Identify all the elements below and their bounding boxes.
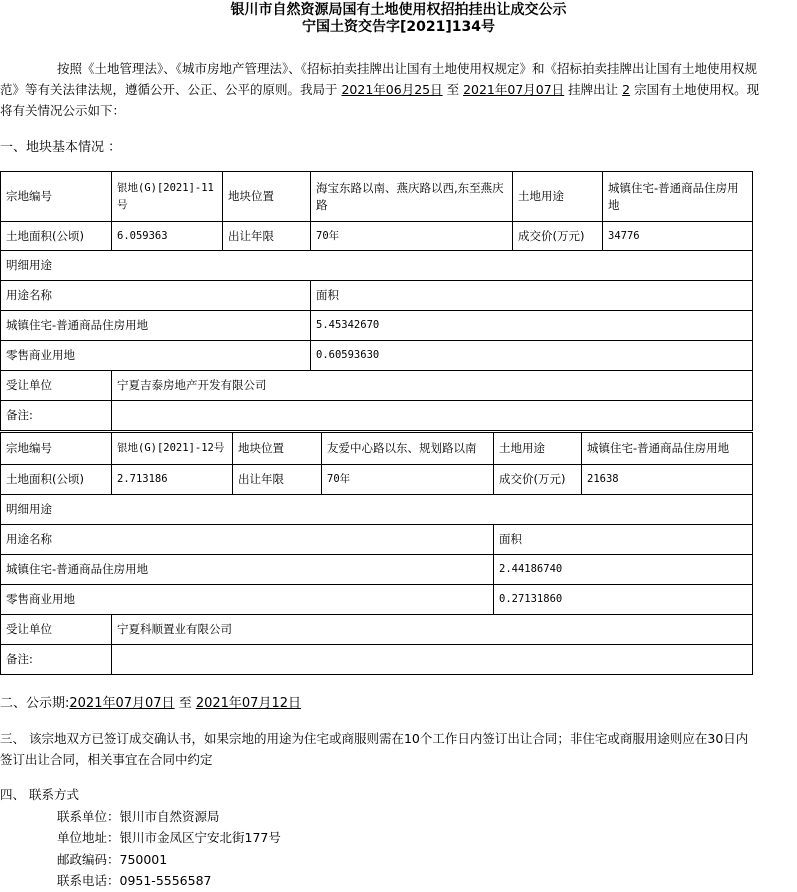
section2-date-to: 2021年07月12日 bbox=[195, 696, 301, 711]
table-row bbox=[1, 585, 753, 615]
table-row bbox=[1, 341, 753, 371]
contact-postcode: 邮政编码：750001 bbox=[57, 851, 168, 867]
area-label: 土地面积(公顷) bbox=[1, 465, 112, 495]
table-row bbox=[1, 281, 753, 311]
intro-text-b: 至 bbox=[442, 82, 464, 97]
page-subtitle: 宁国土资交告字[2021]134号 bbox=[302, 19, 495, 35]
price-label: 成交价(万元) bbox=[513, 222, 603, 251]
use-area-label: 面积 bbox=[494, 525, 753, 555]
intro-text-a: 按照《土地管理法》、《城市房地产管理法》、《招标拍卖挂牌出让国有土地使用权规定》和《招标拍卖挂牌出让国有土地使用权规范》等有关法律法规，遵循公开、公正、公平的原则。我局于 bbox=[0, 61, 758, 97]
parcel-no-label: 宗地编号 bbox=[1, 433, 112, 465]
table-row bbox=[1, 172, 753, 222]
term-value: 70年 bbox=[311, 222, 513, 251]
parcel-no-value: 银地(G)[2021]-11号 bbox=[112, 172, 223, 222]
contact-phone: 联系电话：0951-5556587 bbox=[57, 873, 212, 888]
intro-count: 2 bbox=[622, 82, 631, 97]
table-row bbox=[1, 401, 753, 431]
section2-label: 二、公示期: bbox=[0, 696, 70, 711]
use-area-label: 面积 bbox=[311, 281, 753, 311]
price-value: 21638 bbox=[582, 465, 753, 495]
parcel-table-2 bbox=[0, 432, 753, 675]
land-use-label: 土地用途 bbox=[513, 172, 603, 222]
table-row bbox=[1, 371, 753, 401]
remark-label: 备注: bbox=[1, 401, 112, 431]
use-name-value: 零售商业用地 bbox=[1, 341, 311, 371]
use-area-value: 0.60593630 bbox=[311, 341, 753, 371]
table-row bbox=[1, 525, 753, 555]
location-label: 地块位置 bbox=[223, 172, 311, 222]
location-value: 海宝东路以南、燕庆路以西,东至燕庆路 bbox=[311, 172, 513, 222]
area-value: 2.713186 bbox=[112, 465, 233, 495]
remark-value bbox=[112, 645, 753, 675]
intro-date-from: 2021年06月25日 bbox=[341, 82, 443, 97]
transferee-label: 受让单位 bbox=[1, 615, 112, 645]
detail-use-label: 明细用途 bbox=[1, 495, 753, 525]
parcel-no-value: 银地(G)[2021]-12号 bbox=[112, 433, 233, 465]
land-use-value: 城镇住宅-普通商品住房用地 bbox=[603, 172, 753, 222]
intro-text-d: 宗国有土地使用权。现将有关情况公示如下： bbox=[0, 82, 760, 118]
use-name-value: 城镇住宅-普通商品住房用地 bbox=[1, 311, 311, 341]
term-label: 出让年限 bbox=[233, 465, 322, 495]
use-name-label: 用途名称 bbox=[1, 525, 494, 555]
transferee-label: 受让单位 bbox=[1, 371, 112, 401]
table-row bbox=[1, 465, 753, 495]
area-label: 土地面积(公顷) bbox=[1, 222, 112, 251]
section4-title: 四、 联系方式 bbox=[0, 787, 79, 802]
transferee-value: 宁夏科顺置业有限公司 bbox=[112, 615, 753, 645]
price-label: 成交价(万元) bbox=[494, 465, 582, 495]
table-row bbox=[1, 251, 753, 281]
contact-unit: 联系单位：银川市自然资源局 bbox=[57, 808, 220, 824]
section2-publicity-period bbox=[0, 692, 301, 711]
parcel-no-label: 宗地编号 bbox=[1, 172, 112, 222]
transferee-value: 宁夏吉泰房地产开发有限公司 bbox=[112, 371, 753, 401]
intro-date-to: 2021年07月07日 bbox=[463, 82, 565, 97]
intro-text-c: 挂牌出让 bbox=[564, 82, 623, 97]
use-name-value: 城镇住宅-普通商品住房用地 bbox=[1, 555, 494, 585]
table-row bbox=[1, 615, 753, 645]
detail-use-label: 明细用途 bbox=[1, 251, 753, 281]
use-area-value: 2.44186740 bbox=[494, 555, 753, 585]
section2-sep: 至 bbox=[174, 696, 196, 711]
table-row bbox=[1, 222, 753, 251]
page-title: 银川市自然资源局国有土地使用权招拍挂出让成交公示 bbox=[230, 2, 567, 18]
section4-contact bbox=[0, 784, 281, 892]
remark-label: 备注: bbox=[1, 645, 112, 675]
section3-text: 三、 该宗地双方已签订成交确认书，如果宗地的用途为住宅或商服则需在10个工作日内签订出让合同；非住宅或商服用途则应在30日内签订出让合同，相关事宜在合同中约定 bbox=[0, 731, 749, 767]
term-value: 70年 bbox=[322, 465, 494, 495]
section2-date-from: 2021年07月07日 bbox=[69, 696, 175, 711]
land-use-value: 城镇住宅-普通商品住房用地 bbox=[582, 433, 753, 465]
land-use-label: 土地用途 bbox=[494, 433, 582, 465]
location-label: 地块位置 bbox=[233, 433, 322, 465]
table-row bbox=[1, 311, 753, 341]
intro-paragraph bbox=[0, 58, 760, 121]
use-area-value: 0.27131860 bbox=[494, 585, 753, 615]
use-name-label: 用途名称 bbox=[1, 281, 311, 311]
table-row bbox=[1, 645, 753, 675]
use-name-value: 零售商业用地 bbox=[1, 585, 494, 615]
table-row bbox=[1, 495, 753, 525]
area-value: 6.059363 bbox=[112, 222, 223, 251]
contact-address: 单位地址：银川市金凤区宁安北街177号 bbox=[57, 830, 281, 845]
price-value: 34776 bbox=[603, 222, 753, 251]
remark-value bbox=[112, 401, 753, 431]
parcel-table-1 bbox=[0, 171, 753, 431]
use-area-value: 5.45342670 bbox=[311, 311, 753, 341]
section1-title: 一、地块基本情况 ： bbox=[0, 140, 122, 155]
term-label: 出让年限 bbox=[223, 222, 311, 251]
table-row bbox=[1, 555, 753, 585]
location-value: 友爱中心路以东、规划路以南 bbox=[322, 433, 494, 465]
table-row bbox=[1, 433, 753, 465]
